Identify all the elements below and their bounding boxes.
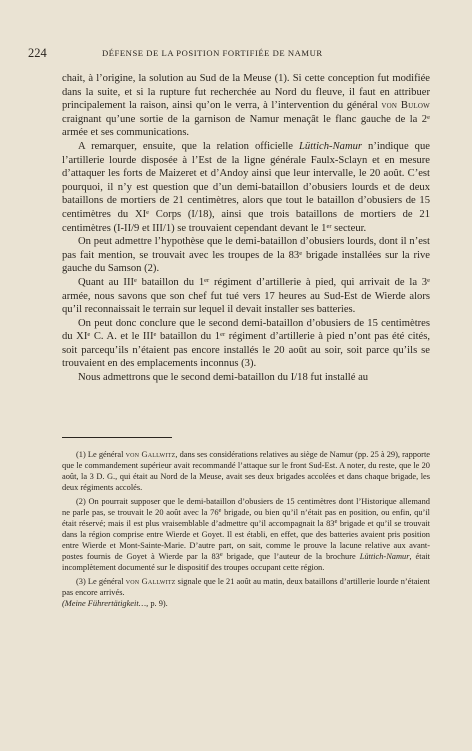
- superscript: e: [334, 518, 338, 525]
- person-name: von Gallwitz: [125, 450, 176, 459]
- text-span: , était incomplètement documenté sur le dispositif des troupes occupant cette région.: [62, 552, 430, 572]
- text-span: (1) Le général: [76, 450, 126, 459]
- footnote-rule: [62, 437, 172, 438]
- paragraph-6: Nous admettrons que le second demi-bataillon du I/18 fut installé au: [78, 372, 369, 384]
- footnote-1: [62, 449, 430, 493]
- text-span: bataillon du 1: [156, 331, 221, 343]
- text-span: Corps (I/18), ainsi que trois bataillons de mortiers de 21 centimètres (I-II/9 et III/1) se trouvaient cependant devant le 1: [62, 208, 430, 234]
- superscript: er: [220, 331, 226, 339]
- page-number: 224: [28, 46, 47, 60]
- footnote-2: [62, 496, 430, 573]
- publication-title: Lüttich-Namur: [299, 140, 363, 152]
- paragraph-3: [62, 235, 430, 276]
- text-span: n’indique que l’artillerie lourde disposée à l’Est de la ligne générale Faulx-Sclayn et en mesure d’attaquer les forts de Maizeret et d’Andoy ainsi que leur intervalle, le 20 août. C’est pourquoi, il n’y est question que d’un demi-bataillon d’obusiers lourds et de deux bataillons de mortiers de 21 centimètres, alors que tout le bataillon d’obusiers de 15 centimètres du XI: [62, 140, 430, 220]
- page-header: [28, 46, 440, 60]
- text-span: , dans ses considérations relatives au siège de Namur (pp. 25 à 29), rapporte que le commandement supérieur avait recommandé l’attaque sur le front Sud-Est. A noter, du reste, que le 20 août, la 3 D. G., qui était au Nord de la Meuse, avait ses deux brigades accolées et dans chaque brigade, les deux régiments accolés.: [62, 450, 431, 492]
- text-span: brigade et qu’il se trouvait dans la région comprise entre Wierde et Goyet. Il est établi, en effet, que des batteries avaient pris position entre Wierde et Mont-Sainte-Marie. D’autre part, on sait, comme le prouve la lacune relative aux avant-postes fournis de Goyet à Wierde par la 83: [62, 519, 430, 561]
- text-span: p. 9).: [148, 599, 168, 608]
- text-span: brigade installées sur la rive gauche du Samson (2).: [62, 249, 430, 275]
- footnote-3: [62, 576, 430, 609]
- main-text: [62, 72, 430, 385]
- paragraph-5: [62, 317, 430, 371]
- text-span: régiment d’artillerie à pied, qui arrivait de la 3: [209, 276, 428, 288]
- text-span: signale que le 21 août au matin, deux bataillons d’artillerie lourde n’étaient pas encore arrivés.: [62, 577, 430, 597]
- superscript: e: [299, 249, 303, 257]
- text-span: C. A. et le III: [90, 331, 154, 343]
- text-span: craignant qu’une sortie de la garnison de Namur menaçât le flanc gauche de la 2: [62, 113, 428, 125]
- text-span: brigade, ou bien qu’il n’était pas en position, ou enfin, qu’il était réservé; mais il est plus vraisemblable d’admettre qu’il accompagnait la 83: [62, 508, 430, 528]
- superscript: e: [427, 276, 430, 284]
- publication-title: Lüttich-Namur: [359, 552, 410, 561]
- text-span: brigade, que l’auteur de la brochure: [222, 552, 360, 561]
- superscript: e: [427, 113, 430, 121]
- running-title: DÉFENSE DE LA POSITION FORTIFIÉE DE NAMUR: [102, 48, 323, 58]
- publication-title: (Meine Führertätigkeit…,: [62, 599, 149, 608]
- superscript: e: [219, 551, 223, 558]
- text-span: chait, à l’origine, la solution au Sud de la Meuse (1). Si cette conception fut modifiée dans la suite, et si la rupture fut recherchée au Nord du fleuve, il faut en attribuer principalement la raison, ainsi qu’on le verra, à l’intervention du général: [62, 73, 430, 112]
- text-span: armée, nous savons que son chef fut tué vers 17 heures au Sud-Est de Wierde alors qu’il reconnaissait le terrain sur lequel il devait installer ses batteries.: [62, 290, 430, 316]
- text-span: bataillon du 1: [136, 276, 205, 288]
- text-span: On peut donc conclure que le second demi-bataillon d’obusiers de 15 centimètres du XI: [62, 317, 430, 343]
- text-span: régiment d’artillerie à pied n’ont pas été cités, soit parcequ’ils n’étaient pas encore installés le 20 août au soir, soit parce qu’ils se trouvaient en des emplacements inconnus (3).: [62, 331, 430, 370]
- superscript: e: [218, 507, 222, 514]
- superscript: e: [87, 331, 91, 339]
- paragraph-1: [62, 72, 430, 140]
- paragraph-2: [62, 140, 430, 235]
- text-span: (2) On pourrait supposer que le demi-bataillon d’obusiers de 15 centimètres dont l’Historique allemand ne parle pas, se trouvait le 20 août avec la 76: [62, 497, 430, 517]
- text-span: A remarquer, ensuite, que la relation officielle: [78, 140, 300, 152]
- superscript: er: [326, 222, 332, 230]
- person-name: von Gallwitz: [125, 577, 176, 586]
- text-span: armée et ses communications.: [62, 127, 190, 139]
- footnotes: [62, 449, 430, 612]
- superscript: er: [204, 276, 210, 284]
- text-span: Quant au III: [78, 276, 134, 288]
- superscript: e: [153, 331, 157, 339]
- paragraph-4: [62, 276, 430, 317]
- text-span: (3) Le général: [76, 577, 126, 586]
- superscript: e: [134, 276, 137, 284]
- superscript: e: [146, 208, 150, 216]
- text-span: On peut admettre l’hypothèse que le demi-bataillon d’obusiers lourds, dont il n’est pas fait mention, se trouvait avec les troupes de la 83: [62, 236, 430, 261]
- person-name: von Bulow: [381, 100, 430, 112]
- text-span: secteur.: [331, 222, 367, 234]
